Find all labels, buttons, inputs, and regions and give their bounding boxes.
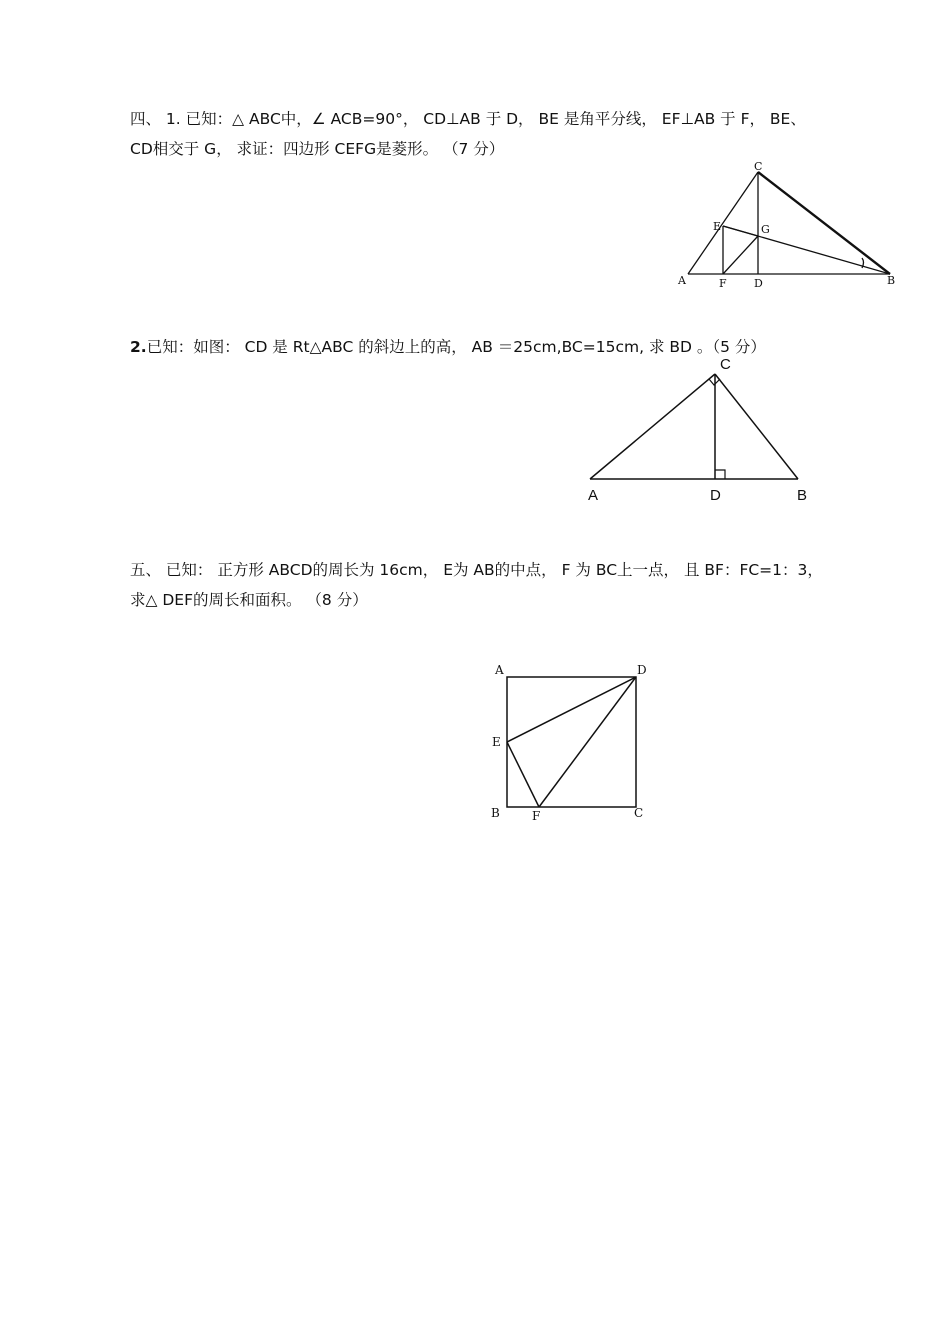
label-f: F [532, 809, 541, 823]
figure-right-triangle [580, 352, 820, 510]
label-g: G [761, 223, 770, 236]
segment-ac [590, 374, 715, 479]
q4-1-line-2: CD相交于 G， 求证：四边形 CEFG是菱形。 （7 分） [130, 140, 505, 158]
label-b: B [797, 487, 808, 504]
right-angle-mark-d [715, 470, 725, 479]
label-d: D [637, 663, 647, 677]
segment-ed [507, 677, 636, 742]
segment-cb [715, 374, 798, 479]
square-abcd [507, 677, 636, 807]
label-e: E [492, 735, 501, 749]
label-c: C [754, 160, 763, 173]
segment-fd [539, 677, 636, 807]
segment-ef [507, 742, 539, 807]
label-c: C [634, 806, 644, 820]
label-a: A [495, 663, 504, 677]
q5-line-1: 五、 已知： 正方形 ABCD的周长为 16cm， E为 AB的中点， F 为 BC上一点， 且 BF：FC=1：3， [130, 561, 823, 579]
label-e: E [713, 220, 722, 233]
label-d: D [710, 487, 721, 504]
label-f: F [719, 277, 727, 290]
q4-1-line-1: 四、 1. 已知：△ ABC中，∠ ACB=90°， CD⊥AB 于 D， BE 是角平分线， EF⊥AB 于 F， BE、 [130, 110, 806, 128]
label-b: B [491, 806, 500, 820]
segment-cb [758, 172, 890, 274]
angle-mark-b [862, 258, 864, 268]
figure-rhombus-triangle [670, 160, 910, 295]
figure-square [486, 656, 656, 826]
label-a: A [678, 274, 686, 287]
label-b: B [887, 274, 896, 287]
label-a: A [588, 487, 599, 504]
segment-fg [723, 236, 758, 274]
q5-line-2: 求△ DEF的周长和面积。 （8 分） [130, 591, 368, 609]
label-d: D [754, 277, 763, 290]
q4-2-text: 已知：如图： CD 是 Rt△ABC 的斜边上的高， AB ＝25cm,BC=15cm, 求 BD 。（5 分） [146, 338, 766, 356]
segment-eg [723, 226, 758, 236]
label-c: C [720, 356, 731, 373]
q4-2-number: 2. [130, 338, 147, 356]
